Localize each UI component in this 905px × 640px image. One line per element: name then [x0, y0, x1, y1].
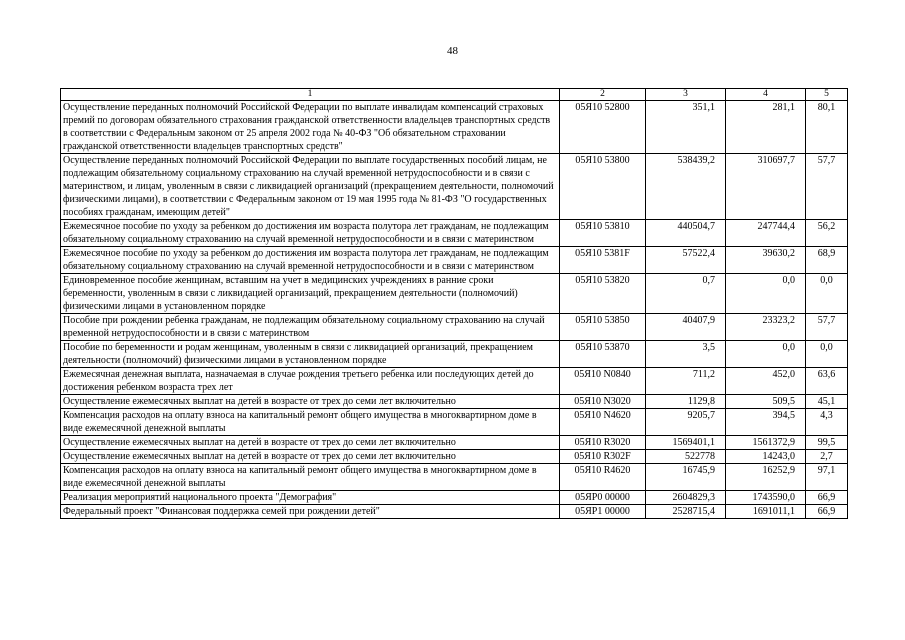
table-row [61, 274, 848, 314]
row-value-percent: 57,7 [806, 154, 848, 220]
table-row [61, 220, 848, 247]
row-description: Осуществление переданных полномочий Российской Федерации по выплате инвалидам компенсаций страховых премий по договорам обязательного страхования гражданской ответственности владельцев транспортных средств в соответствии с Федеральным законом от 25 апреля 2002 года № 40-ФЗ "Об обязательном страховании гражданской ответственности владельцев транспортных средств" [61, 101, 560, 154]
table-row [61, 154, 848, 220]
row-description: Осуществление ежемесячных выплат на детей в возрасте от трех до семи лет включительно [61, 436, 560, 450]
row-code: 05Я10 5381F [560, 247, 646, 274]
row-value-plan: 440504,7 [646, 220, 726, 247]
row-description: Пособие при рождении ребенка гражданам, не подлежащим обязательному социальному страхованию на случай временной нетрудоспособности и в связи с материнством [61, 314, 560, 341]
row-value-percent: 63,6 [806, 368, 848, 395]
row-description: Осуществление ежемесячных выплат на детей в возрасте от трех до семи лет включительно [61, 395, 560, 409]
row-value-percent: 80,1 [806, 101, 848, 154]
column-header: 4 [726, 89, 806, 101]
budget-table [60, 88, 848, 519]
table-row [61, 450, 848, 464]
row-value-plan: 16745,9 [646, 464, 726, 491]
column-header: 1 [61, 89, 560, 101]
table-row [61, 436, 848, 450]
row-value-actual: 39630,2 [726, 247, 806, 274]
row-value-percent: 4,3 [806, 409, 848, 436]
table-row [61, 505, 848, 519]
column-header: 5 [806, 89, 848, 101]
row-value-actual: 1691011,1 [726, 505, 806, 519]
row-description: Федеральный проект "Финансовая поддержка семей при рождении детей" [61, 505, 560, 519]
row-value-plan: 3,5 [646, 341, 726, 368]
table-row [61, 464, 848, 491]
row-description: Ежемесячное пособие по уходу за ребенком до достижения им возраста полутора лет гражданам, не подлежащим обязательному социальному страхованию на случай временной нетрудоспособности и в связи с материнством [61, 247, 560, 274]
row-value-actual: 16252,9 [726, 464, 806, 491]
row-value-actual: 0,0 [726, 274, 806, 314]
column-header: 3 [646, 89, 726, 101]
row-code: 05Я10 53850 [560, 314, 646, 341]
row-value-actual: 509,5 [726, 395, 806, 409]
row-value-plan: 40407,9 [646, 314, 726, 341]
row-code: 05Я10 53820 [560, 274, 646, 314]
row-value-percent: 66,9 [806, 505, 848, 519]
table-row [61, 409, 848, 436]
table-row [61, 247, 848, 274]
row-value-actual: 0,0 [726, 341, 806, 368]
row-value-percent: 45,1 [806, 395, 848, 409]
row-value-percent: 99,5 [806, 436, 848, 450]
row-description: Компенсация расходов на оплату взноса на капитальный ремонт общего имущества в многоквартирном доме в виде ежемесячной денежной выплаты [61, 464, 560, 491]
row-code: 05ЯP1 00000 [560, 505, 646, 519]
row-code: 05Я10 R4620 [560, 464, 646, 491]
row-value-plan: 0,7 [646, 274, 726, 314]
row-code: 05Я10 R3020 [560, 436, 646, 450]
row-description: Реализация мероприятий национального проекта "Демография" [61, 491, 560, 505]
row-description: Компенсация расходов на оплату взноса на капитальный ремонт общего имущества в многоквартирном доме в виде ежемесячной денежной выплаты [61, 409, 560, 436]
row-code: 05Я10 N4620 [560, 409, 646, 436]
row-value-percent: 68,9 [806, 247, 848, 274]
row-code: 05Я10 N0840 [560, 368, 646, 395]
page-number: 48 [447, 45, 458, 57]
row-value-percent: 0,0 [806, 274, 848, 314]
column-numbers-row [61, 89, 848, 101]
row-value-plan: 711,2 [646, 368, 726, 395]
row-code: 05ЯP0 00000 [560, 491, 646, 505]
row-code: 05Я10 N3020 [560, 395, 646, 409]
table-row [61, 341, 848, 368]
row-value-plan: 2604829,3 [646, 491, 726, 505]
row-value-plan: 1569401,1 [646, 436, 726, 450]
row-value-plan: 538439,2 [646, 154, 726, 220]
row-code: 05Я10 52800 [560, 101, 646, 154]
row-description: Единовременное пособие женщинам, вставшим на учет в медицинских учреждениях в ранние сроки беременности, уволенным в связи с ликвидацией организаций, прекращением деятельности (полномочий) физическими лицами в установленном порядке [61, 274, 560, 314]
row-code: 05Я10 53870 [560, 341, 646, 368]
row-description: Осуществление переданных полномочий Российской Федерации по выплате государственных пособий лицам, не подлежащим обязательному социальному страхованию на случай временной нетрудоспособности и в связи с материнством, и лицам, уволенным в связи с ликвидацией организаций (прекращением деятельности, полномочий физическими лицами), в соответствии с Федеральным законом от 19 мая 1995 года № 81-ФЗ "О государственных пособиях гражданам, имеющим детей" [61, 154, 560, 220]
row-value-percent: 0,0 [806, 341, 848, 368]
column-header: 2 [560, 89, 646, 101]
row-code: 05Я10 53810 [560, 220, 646, 247]
row-code: 05Я10 R302F [560, 450, 646, 464]
row-value-actual: 247744,4 [726, 220, 806, 247]
row-value-percent: 56,2 [806, 220, 848, 247]
row-value-percent: 2,7 [806, 450, 848, 464]
table-row [61, 368, 848, 395]
row-description: Ежемесячная денежная выплата, назначаемая в случае рождения третьего ребенка или последующих детей до достижения ребенком возраста трех лет [61, 368, 560, 395]
row-description: Пособие по беременности и родам женщинам, уволенным в связи с ликвидацией организаций, прекращением деятельности (полномочий) физическими лицами в установленном порядке [61, 341, 560, 368]
table-row [61, 491, 848, 505]
row-value-plan: 2528715,4 [646, 505, 726, 519]
row-value-actual: 452,0 [726, 368, 806, 395]
row-value-plan: 9205,7 [646, 409, 726, 436]
table-row [61, 314, 848, 341]
row-value-plan: 57522,4 [646, 247, 726, 274]
row-code: 05Я10 53800 [560, 154, 646, 220]
row-value-plan: 1129,8 [646, 395, 726, 409]
row-value-percent: 97,1 [806, 464, 848, 491]
row-value-percent: 57,7 [806, 314, 848, 341]
table-row [61, 101, 848, 154]
table-row [61, 395, 848, 409]
row-description: Осуществление ежемесячных выплат на детей в возрасте от трех до семи лет включительно [61, 450, 560, 464]
row-value-percent: 66,9 [806, 491, 848, 505]
row-value-actual: 394,5 [726, 409, 806, 436]
row-value-actual: 310697,7 [726, 154, 806, 220]
row-description: Ежемесячное пособие по уходу за ребенком до достижения им возраста полутора лет гражданам, не подлежащим обязательному социальному страхованию на случай временной нетрудоспособности и в связи с материнством [61, 220, 560, 247]
row-value-plan: 351,1 [646, 101, 726, 154]
row-value-actual: 23323,2 [726, 314, 806, 341]
row-value-actual: 281,1 [726, 101, 806, 154]
row-value-actual: 1561372,9 [726, 436, 806, 450]
row-value-plan: 522778 [646, 450, 726, 464]
row-value-actual: 1743590,0 [726, 491, 806, 505]
row-value-actual: 14243,0 [726, 450, 806, 464]
